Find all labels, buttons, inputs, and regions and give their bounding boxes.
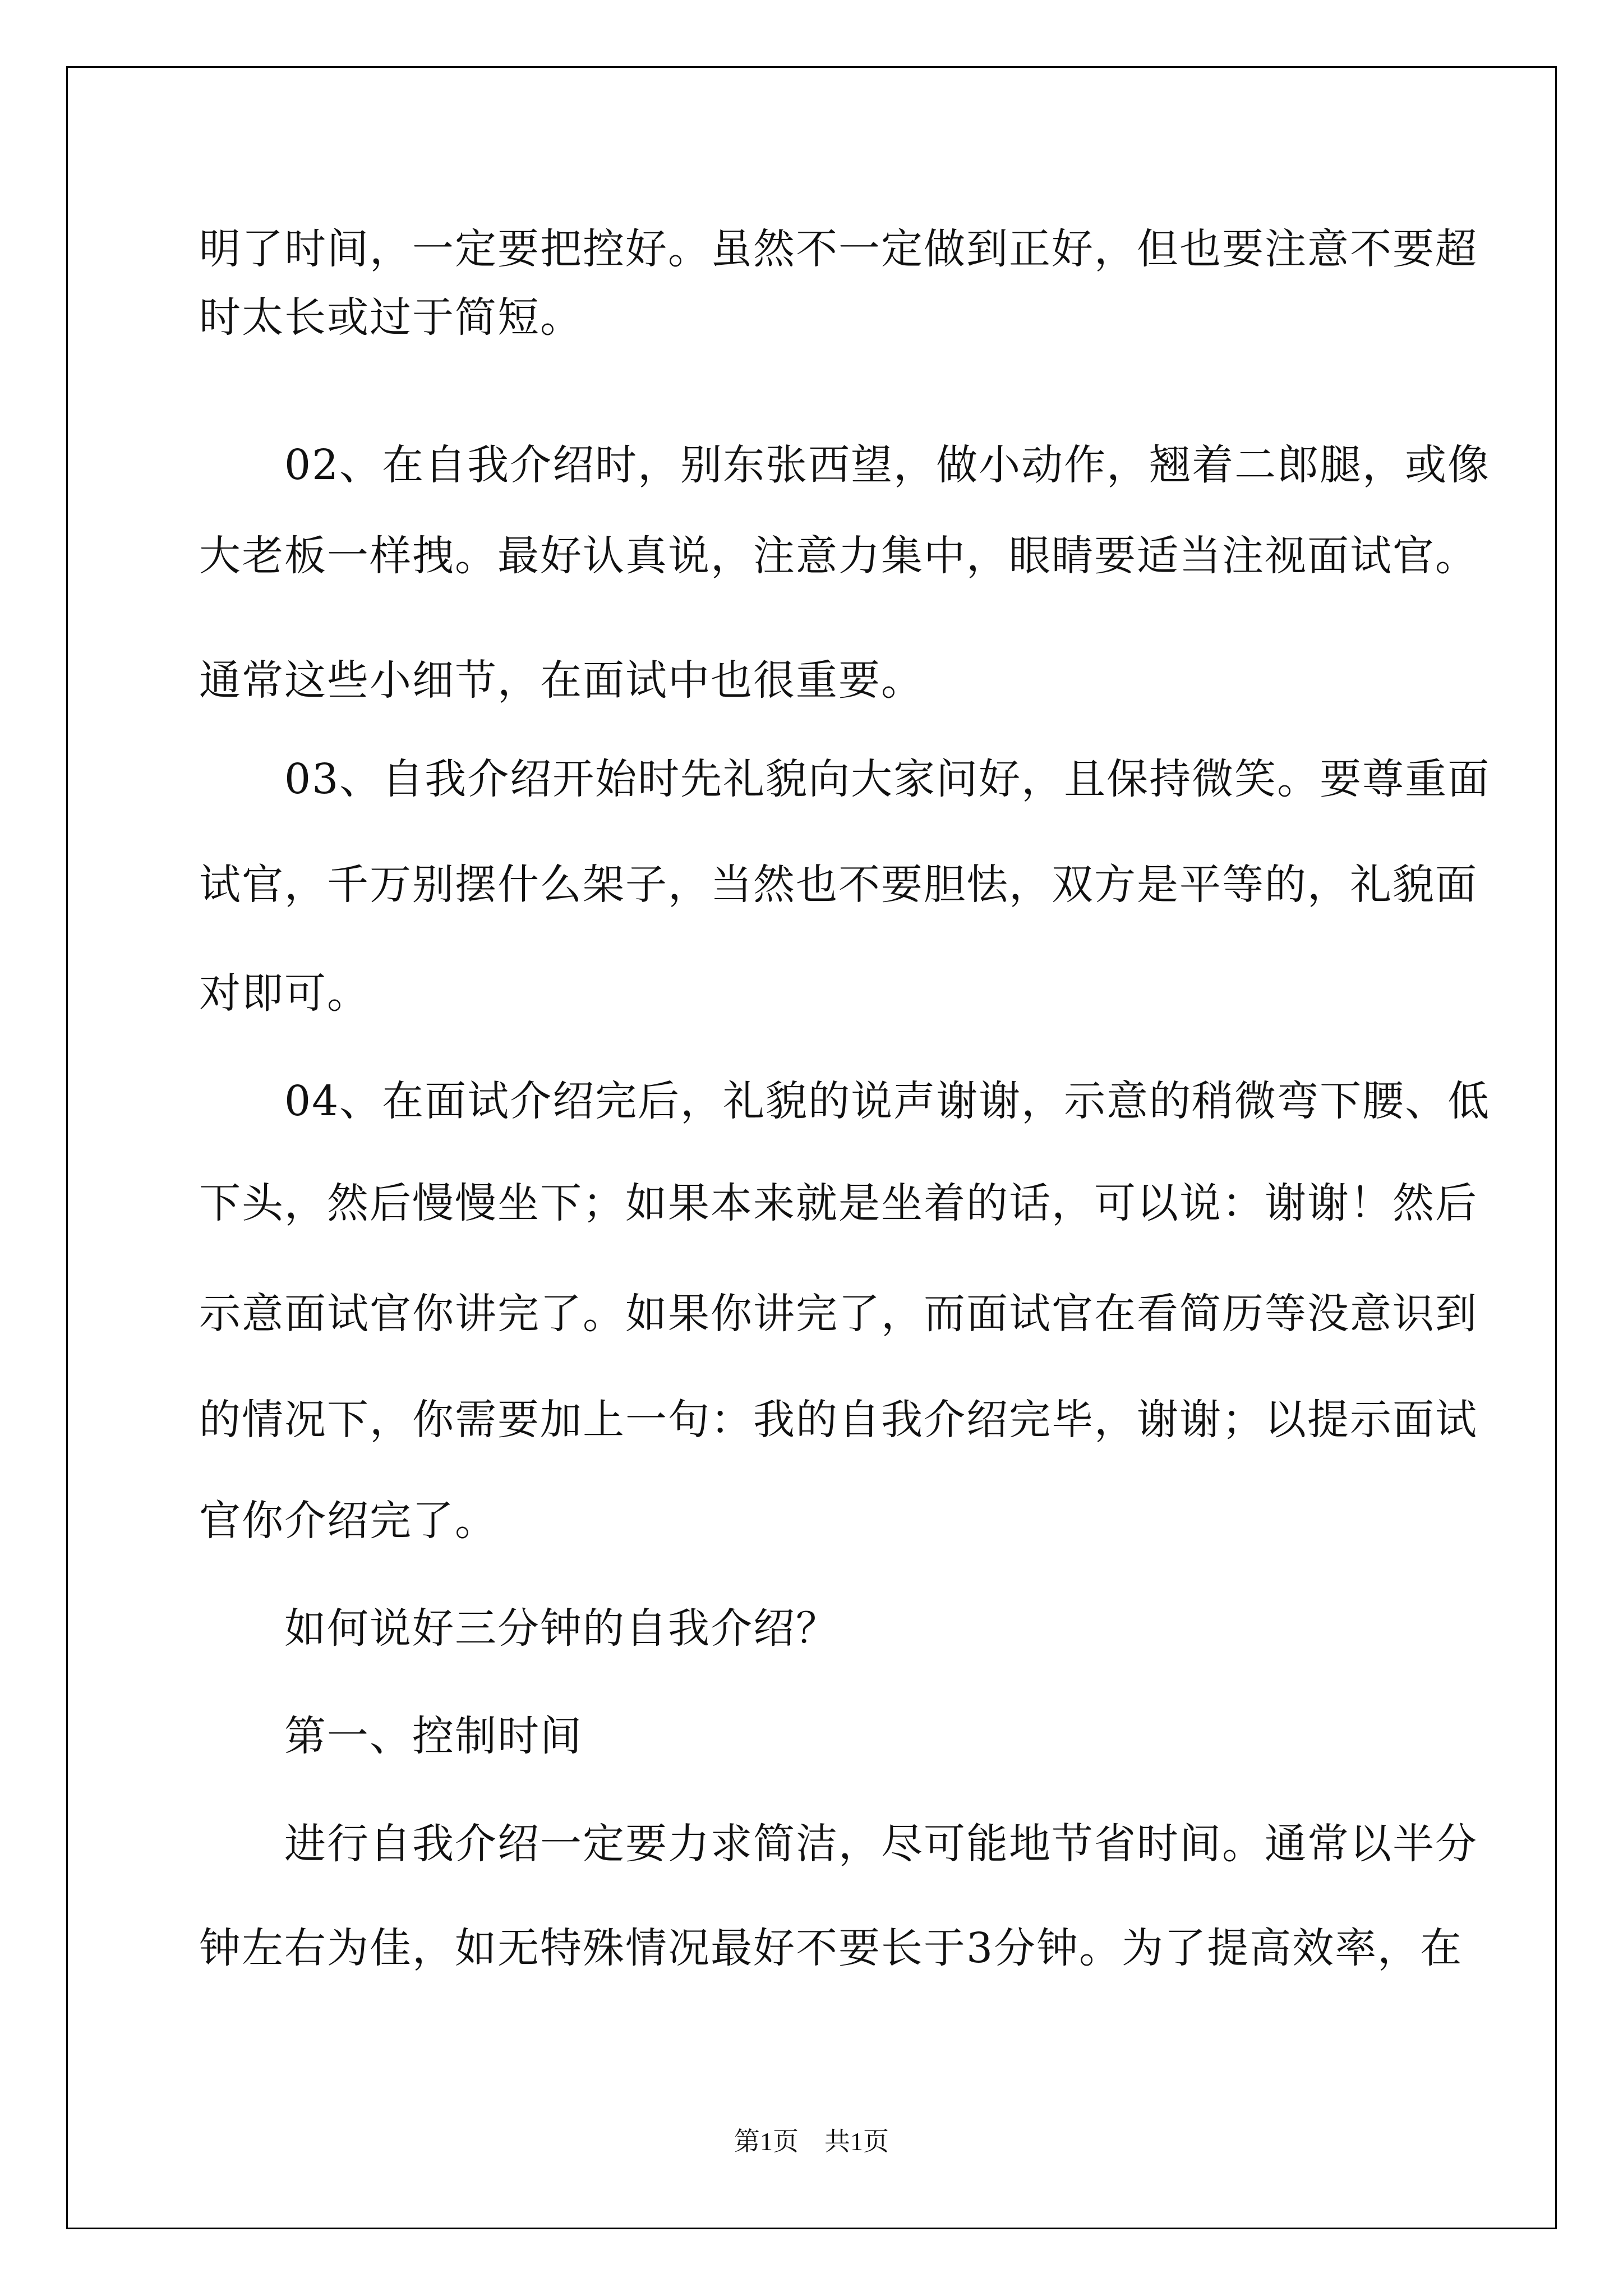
text-line: 第一、控制时间 (199, 1712, 583, 1760)
text-line: 示意面试官你讲完了。如果你讲完了，而面试官在看简历等没意识到 (199, 1290, 1478, 1338)
page-footer: 第1页 共1页 (734, 2127, 889, 2156)
text-line: 官你介绍完了。 (199, 1497, 497, 1545)
text-line: 大老板一样拽。最好认真说，注意力集中，眼睛要适当注视面试官。 (199, 532, 1478, 580)
text-line: 时太长或过于简短。 (199, 293, 583, 342)
text-line: 试官，千万别摆什么架子，当然也不要胆怯，双方是平等的，礼貌面 (199, 861, 1478, 909)
page-border (66, 66, 1557, 2229)
text-line: 的情况下，你需要加上一句：我的自我介绍完毕，谢谢；以提示面试 (199, 1396, 1478, 1444)
text-line: 如何说好三分钟的自我介绍？ (199, 1604, 838, 1653)
text-line: 通常这些小细节，在面试中也很重要。 (199, 656, 924, 705)
text-line: 04、在面试介绍完后，礼貌的说声谢谢，示意的稍微弯下腰、低 (199, 1077, 1491, 1125)
text-line: 进行自我介绍一定要力求简洁，尽可能地节省时间。通常以半分 (199, 1820, 1478, 1868)
text-line: 03、自我介绍开始时先礼貌向大家问好，且保持微笑。要尊重面 (199, 755, 1491, 803)
text-line: 下头，然后慢慢坐下；如果本来就是坐着的话，可以说：谢谢！然后 (199, 1179, 1478, 1227)
text-line: 02、在自我介绍时，别东张西望，做小动作，翘着二郎腿，或像 (199, 441, 1491, 489)
text-line: 钟左右为佳，如无特殊情况最好不要长于3分钟。为了提高效率，在 (199, 1924, 1463, 1972)
text-line: 对即可。 (199, 969, 370, 1018)
text-line: 明了时间，一定要把控好。虽然不一定做到正好，但也要注意不要超 (199, 225, 1478, 273)
